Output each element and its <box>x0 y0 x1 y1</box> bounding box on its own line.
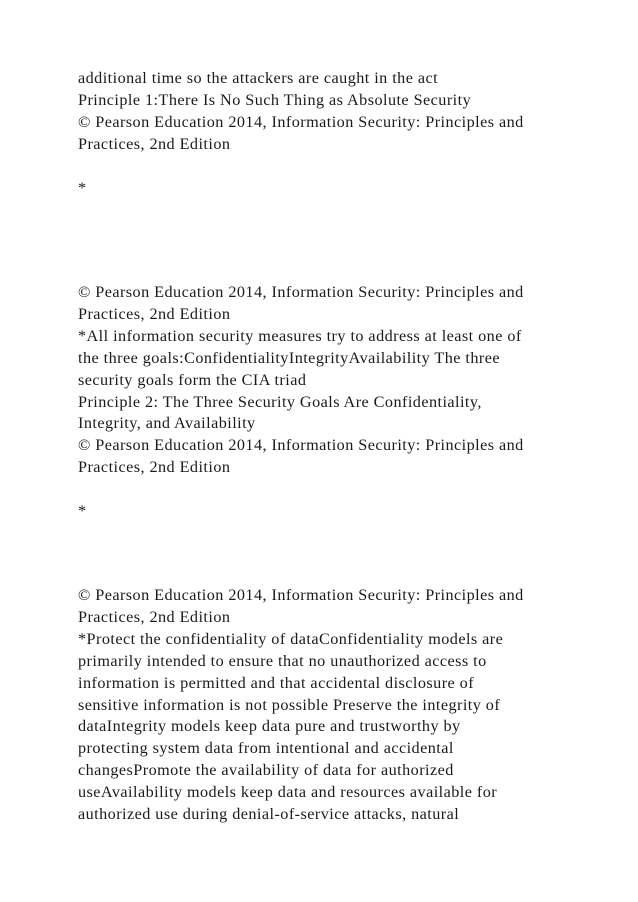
text-block: additional time so the attackers are caught in the act Principle 1:There Is No Such Thing as Absolute Security © Pearson Education 2014, Information Security: Principles and Practices, 2nd Edition * <box>78 69 524 197</box>
text-block: © Pearson Education 2014, Information Security: Principles and Practices, 2nd Edition *Protect the confidentiality of dataConfidentiality models are primarily intended to ensure that no unauthorized access to information is permitted and that accidental disclosure of sensitive information is not possible Preserve the integrity of dataIntegrity models keep data pure and trustworthy by protecting system data from intentional and accidental changesPromote the availability of data for authorized useAvailability models keep data and resources available for authorized use during denial-of-service attacks, natural <box>78 586 524 824</box>
text-block: © Pearson Education 2014, Information Security: Principles and Practices, 2nd Edition *All information security measures try to address at least one of the three goals:ConfidentialityIntegrityAvailability The three security goals form the CIA triad Principle 2: The Three Security Goals Are Confidentiality, Integrity, and Availability © Pearson Education 2014, Information Security: Principles and Practices, 2nd Edition * <box>78 283 524 521</box>
